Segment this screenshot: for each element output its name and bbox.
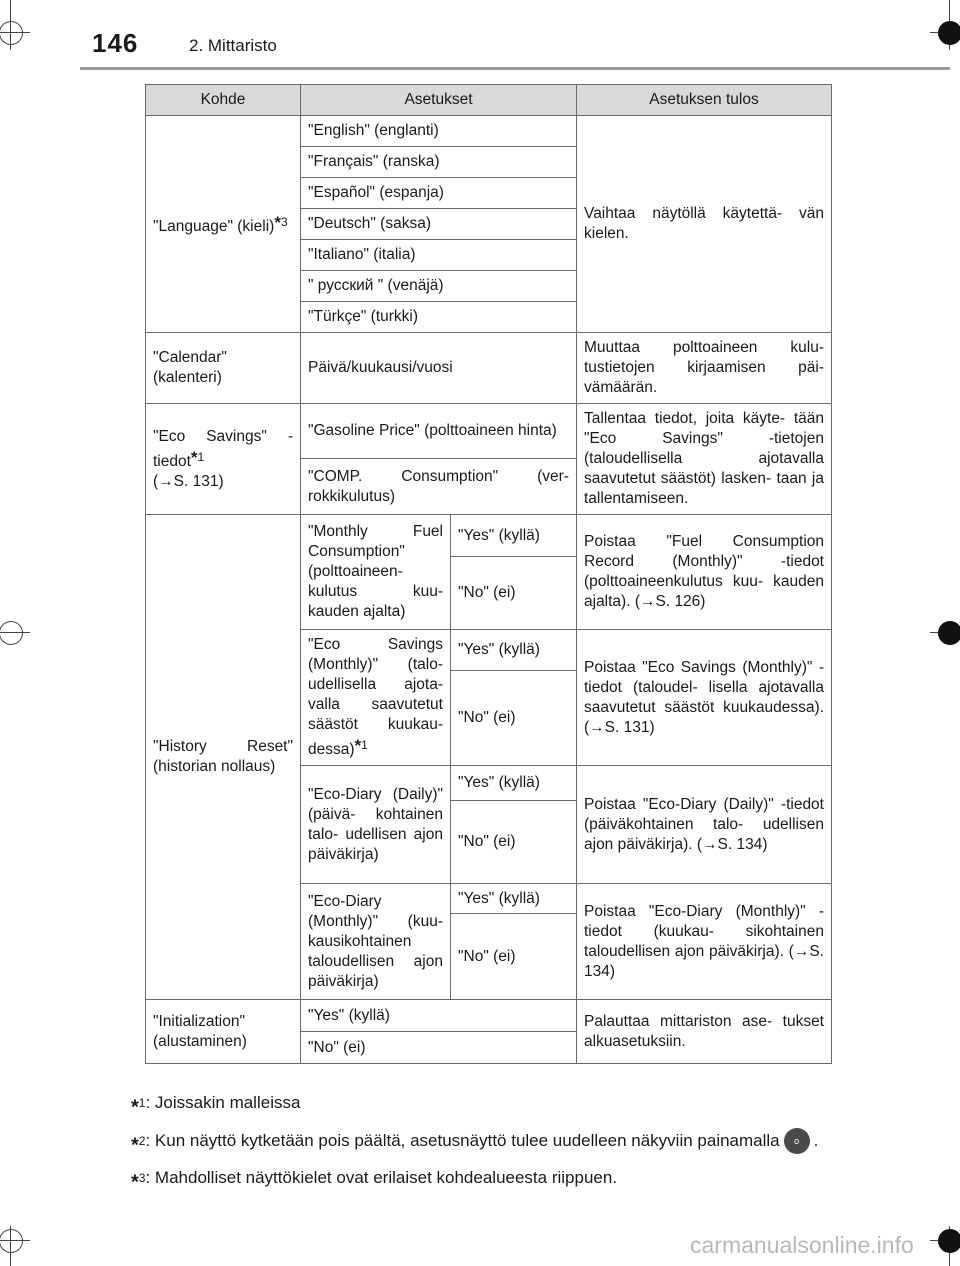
eco-savings-item-cell	[146, 404, 301, 515]
header-divider	[80, 67, 950, 70]
language-option: "Español" (espanja)	[301, 178, 577, 209]
calendar-setting: Päivä/kuukausi/vuosi	[301, 333, 577, 404]
footnote-text: : Kun näyttö kytketään pois päältä, asetusnäyttö tulee uudelleen näkyviin painamalla o .	[145, 1128, 831, 1160]
registration-mark-top-right	[930, 0, 960, 60]
footnote-ref: *1	[190, 447, 205, 467]
calendar-item: "Calendar" (kalenteri)	[146, 333, 301, 404]
calendar-result: Muuttaa polttoaineen kulu- tustietojen kirjaamisen päi- vämäärän.	[577, 333, 832, 404]
footnote	[131, 1090, 831, 1122]
column-header-settings: Asetukset	[301, 85, 577, 116]
yes-option: "Yes" (kyllä)	[451, 884, 577, 914]
language-result: Vaihtaa näytöllä käytettä- vän kielen.	[577, 116, 832, 333]
no-option: "No" (ei)	[451, 557, 577, 630]
registration-mark-mid-right	[930, 608, 960, 658]
history-reset-target: "Monthly Fuel Consumption" (polttoaineen- kulutus kuu- kauden ajalta)	[301, 515, 451, 630]
initialization-result: Palauttaa mittariston ase- tukset alkuasetuksiin.	[577, 1000, 832, 1064]
section-title: 2. Mittaristo	[189, 36, 277, 55]
table-row	[146, 333, 832, 404]
page-reference: (→S. 131)	[153, 472, 224, 490]
no-option: "No" (ei)	[451, 671, 577, 766]
eco-savings-option: "COMP. Consumption" (ver- rokkikulutus)	[301, 459, 577, 515]
language-item-cell	[146, 116, 301, 333]
language-option: "Italiano" (italia)	[301, 240, 577, 271]
language-option: "Deutsch" (saksa)	[301, 209, 577, 240]
language-option: "Français" (ranska)	[301, 147, 577, 178]
language-item: "Language" (kieli)	[153, 217, 275, 235]
footnote-ref: *1	[354, 736, 368, 755]
footnote-mark: *$^3$	[131, 1171, 146, 1194]
footnotes	[131, 1090, 831, 1203]
yes-option: "Yes" (kyllä)	[451, 630, 577, 671]
history-reset-result: Poistaa "Eco Savings (Monthly)" -tiedot (taloudel- lisella ajotavalla saavutetut säästöt kuukaudessa). (→S. 131)	[577, 630, 832, 766]
eco-savings-result: Tallentaa tiedot, joita käyte- tään "Eco Savings" -tietojen (taloudellisella ajotavalla saavutetut säästöt) lasken- taan ja tallentamiseen.	[577, 404, 832, 515]
registration-mark-top-left	[0, 0, 30, 60]
page-number: 146	[92, 28, 139, 58]
yes-option: "Yes" (kyllä)	[451, 766, 577, 801]
registration-mark-bottom-left	[0, 1216, 30, 1266]
table-row	[146, 1000, 832, 1032]
no-option: "No" (ei)	[451, 801, 577, 884]
footnote-mark: *$^2$	[131, 1133, 146, 1157]
language-option: " русский " (venäjä)	[301, 271, 577, 302]
steering-switch-button-icon: o	[784, 1128, 810, 1154]
history-reset-target: "Eco Savings (Monthly)" (talo- udellisella ajota- valla saavutetut säästöt kuukau- dessa)$^{*1}$	[301, 630, 451, 766]
footnote-ref: *3	[274, 212, 288, 232]
column-header-item: Kohde	[146, 85, 301, 116]
table-row	[146, 116, 832, 147]
yes-option: "Yes" (kyllä)	[301, 1000, 577, 1032]
history-reset-result: Poistaa "Eco-Diary (Daily)" -tiedot (päiväkohtainen talo- udellisen ajon päiväkirja). (→S. 134)	[577, 766, 832, 884]
eco-savings-option: "Gasoline Price" (polttoaineen hinta)	[301, 404, 577, 459]
column-header-result: Asetuksen tulos	[577, 85, 832, 116]
history-reset-result: Poistaa "Eco-Diary (Monthly)" -tiedot (kuukau- sikohtainen taloudellisen ajon päiväkirja). (→S. 134)	[577, 884, 832, 1000]
history-reset-target: "Eco-Diary (Daily)" (päivä- kohtainen talo- udellisen ajon päiväkirja)	[301, 766, 451, 884]
eco-savings-item: "Eco Savings" -tiedot	[153, 427, 293, 470]
footnote	[131, 1128, 831, 1160]
footnote-text: : Joissakin malleissa	[145, 1093, 301, 1112]
history-reset-target: "Eco-Diary (Monthly)" (kuu- kausikohtainen taloudellisen ajon päiväkirja)	[301, 884, 451, 1000]
no-option: "No" (ei)	[451, 914, 577, 1000]
footnote	[131, 1165, 831, 1197]
registration-mark-mid-left	[0, 608, 30, 658]
watermark: carmanualsonline.info	[690, 1232, 914, 1258]
language-option: "English" (englanti)	[301, 116, 577, 147]
no-option: "No" (ei)	[301, 1032, 577, 1064]
registration-mark-bottom-right	[930, 1216, 960, 1266]
yes-option: "Yes" (kyllä)	[451, 515, 577, 557]
table-row	[146, 515, 832, 557]
history-reset-item: "History Reset" (historian nollaus)	[146, 515, 301, 1000]
initialization-item: "Initialization" (alustaminen)	[146, 1000, 301, 1064]
footnote-text: : Mahdolliset näyttökielet ovat erilaiset kohdealueesta riippuen.	[145, 1168, 618, 1188]
table-header-row	[146, 85, 832, 116]
language-option: "Türkçe" (turkki)	[301, 302, 577, 333]
table-row	[146, 404, 832, 459]
settings-table	[145, 84, 832, 1064]
history-reset-result: Poistaa "Fuel Consumption Record (Monthly)" -tiedot (polttoaineenkulutus kuu- kauden ajalta). (→S. 126)	[577, 515, 832, 630]
footnote-mark: *$^1$	[131, 1096, 146, 1119]
